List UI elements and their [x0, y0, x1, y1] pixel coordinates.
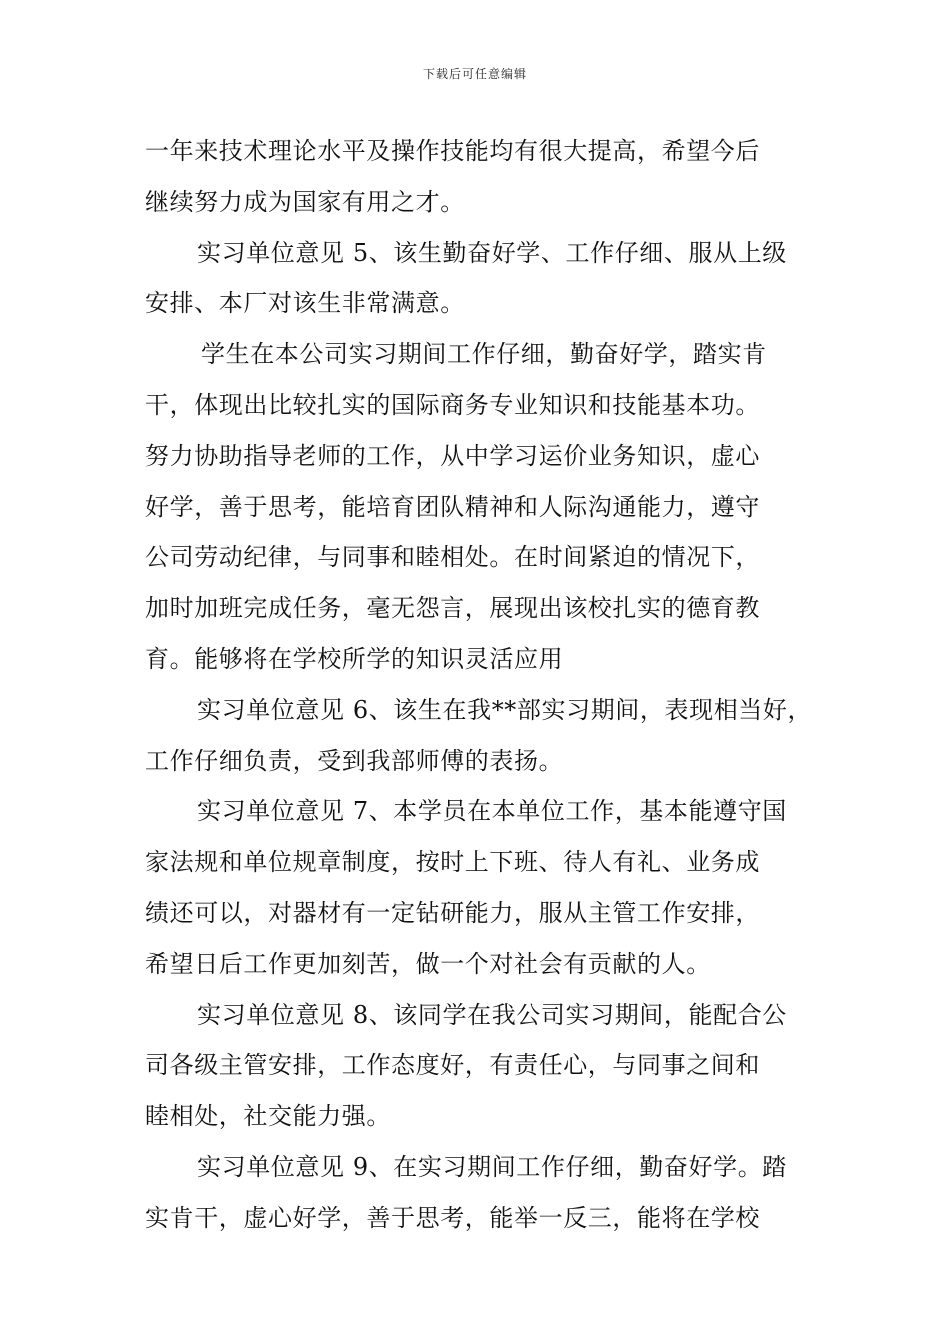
document-body — [145, 126, 825, 1244]
text-line: 家法规和单位规章制度，按时上下班、待人有礼、业务成 — [145, 848, 760, 877]
text-line: 工作仔细负责，受到我部师傅的表扬。 — [145, 746, 564, 775]
text-line: 公司劳动纪律，与同事和睦相处。在时间紧迫的情况下， — [145, 543, 760, 572]
paragraph-start-line: 实习单位意见 5、该生勤奋好学、工作仔细、服从上级 — [197, 238, 787, 267]
text-line: 绩还可以，对器材有一定钻研能力，服从主管工作安排， — [145, 898, 760, 927]
text-line: 好学，善于思考，能培育团队精神和人际沟通能力，遵守 — [145, 492, 760, 521]
paragraph-start-line: 实习单位意见 7、本学员在本单位工作，基本能遵守国 — [197, 797, 787, 826]
paragraph-start-line: 学生在本公司实习期间工作仔细，勤奋好学，踏实肯 — [201, 340, 767, 369]
text-line: 育。能够将在学校所学的知识灵活应用 — [145, 644, 564, 673]
paragraph-start-line: 实习单位意见 9、在实习期间工作仔细，勤奋好学。踏 — [197, 1152, 787, 1181]
paragraph-start-line: 实习单位意见 6、该生在我**部实习期间，表现相当好， — [197, 695, 813, 724]
text-line: 睦相处，社交能力强。 — [145, 1102, 391, 1131]
text-line: 加时加班完成任务，毫无怨言，展现出该校扎实的德育教 — [145, 594, 760, 623]
text-line: 安排、本厂对该生非常满意。 — [145, 289, 465, 318]
text-line: 一年来技术理论水平及操作技能均有很大提高，希望今后 — [145, 137, 760, 165]
text-line: 继续努力成为国家有用之才。 — [145, 187, 465, 216]
text-line: 司各级主管安排，工作态度好，有责任心，与同事之间和 — [145, 1051, 760, 1080]
page-header-note: 下载后可任意编辑 — [422, 67, 527, 81]
text-line: 实肯干，虚心好学，善于思考，能举一反三，能将在学校 — [145, 1203, 760, 1232]
text-line: 干，体现出比较扎实的国际商务专业知识和技能基本功。 — [145, 390, 760, 419]
paragraph-start-line: 实习单位意见 8、该同学在我公司实习期间，能配合公 — [197, 1000, 787, 1029]
text-line: 希望日后工作更加刻苦，做一个对社会有贡献的人。 — [145, 949, 711, 978]
text-line: 努力协助指导老师的工作，从中学习运价业务知识，虚心 — [145, 441, 760, 470]
